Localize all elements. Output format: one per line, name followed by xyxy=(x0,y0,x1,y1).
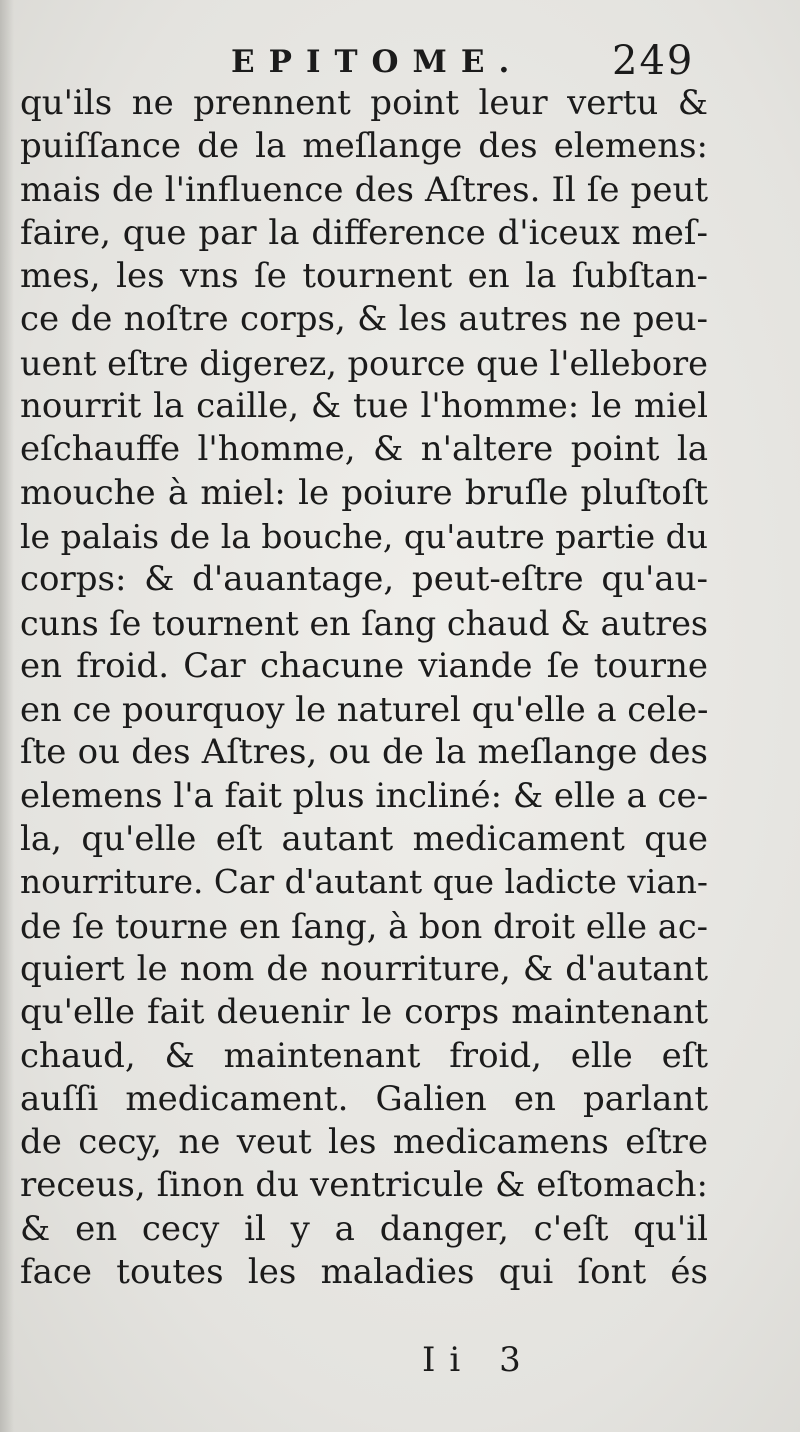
text-line: de ſe tourne en ſang, à bon droit elle ac- xyxy=(20,906,708,946)
text-line: cuns ſe tournent en ſang chaud & autres xyxy=(20,603,708,643)
text-line: en froid. Car chacune viande ſe tourne xyxy=(20,645,708,686)
text-line: receus, ſinon du ventricule & eſtomach: xyxy=(20,1165,708,1206)
text-line: puiſſance de la meſlange des elemens: xyxy=(20,126,708,167)
text-line: qu'ils ne prennent point leur vertu & xyxy=(20,83,708,123)
text-line: mouche à miel: le poiure bruſle pluſtoſt xyxy=(20,472,708,513)
text-line: & en cecy il y a danger, c'eſt qu'il xyxy=(20,1208,708,1249)
running-head: EPITOME. xyxy=(231,44,524,80)
text-line: mais de l'influence des Aſtres. Il ſe peut xyxy=(20,169,708,210)
text-line: auſſi medicament. Galien en parlant xyxy=(20,1078,708,1119)
text-line: mes, les vns ſe tournent en la ſubſtan- xyxy=(20,256,708,297)
signature-mark: Ii 3 xyxy=(422,1340,535,1380)
text-line: de cecy, ne veut les medicamens eſtre xyxy=(20,1122,708,1163)
text-line: eſchauffe l'homme, & n'altere point la xyxy=(20,429,708,470)
text-line: quiert le nom de nourriture, & d'autant xyxy=(20,948,708,989)
text-line: le palais de la bouche, qu'autre partie du xyxy=(20,516,708,556)
text-line: faire, que par la difference d'iceux meſ- xyxy=(20,212,708,253)
text-line: corps: & d'auantage, peut-eſtre qu'au- xyxy=(20,559,708,600)
page-number: 249 xyxy=(612,38,695,84)
text-line: uent eſtre digerez, pource que l'ellebore xyxy=(20,343,708,383)
text-line: elemens l'a fait plus incliné: & elle a ce- xyxy=(20,775,709,816)
text-line: ſte ou des Aſtres, ou de la meſlange des xyxy=(20,732,708,773)
text-line: nourriture. Car d'autant que ladicte vian- xyxy=(20,863,708,902)
text-line: chaud, & maintenant froid, elle eſt xyxy=(20,1035,708,1076)
page-edge-shadow xyxy=(0,0,14,1432)
text-line: qu'elle fait deuenir le corps maintenant xyxy=(20,992,708,1033)
text-line: nourrit la caille, & tue l'homme: le miel xyxy=(20,386,708,427)
text-line: ce de noſtre corps, & les autres ne peu- xyxy=(20,299,708,340)
text-line: la, qu'elle eſt autant medicament que xyxy=(20,819,708,860)
body-text xyxy=(20,82,708,1294)
text-line: en ce pourquoy le naturel qu'elle a cele- xyxy=(20,690,709,730)
text-line: face toutes les maladies qui ſont és xyxy=(20,1252,708,1293)
